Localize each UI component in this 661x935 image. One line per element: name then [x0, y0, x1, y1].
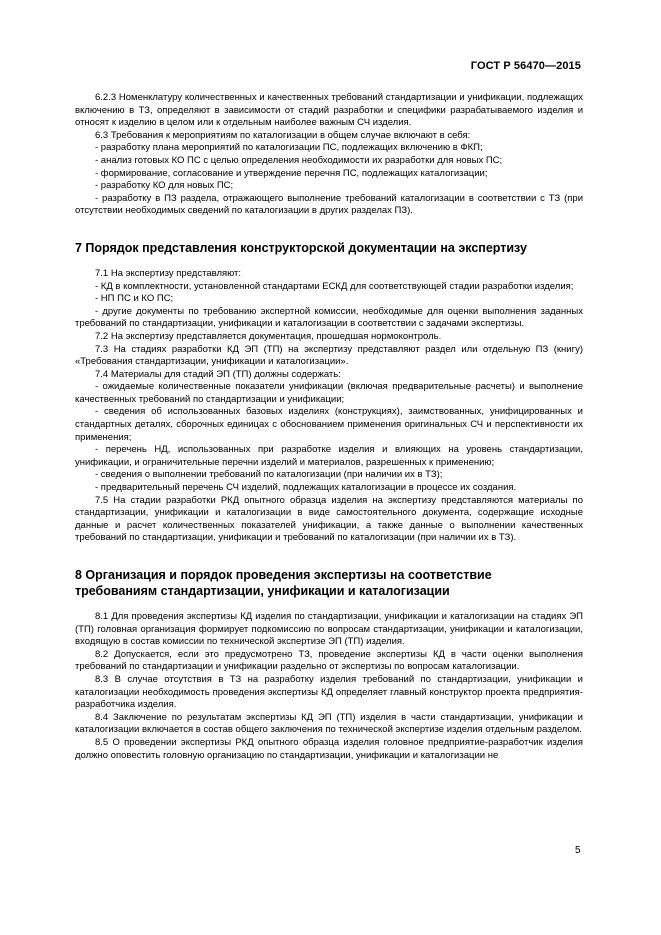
- list-item: - НП ПС и КО ПС;: [95, 293, 174, 305]
- top-paragraphs: [75, 92, 583, 218]
- list-item: - перечень НД, использованных при разработке изделия и влияющих на уровень стандартизации, унификации, и ограничительные перечни изделий и материалов, разрешенных к применению;: [75, 444, 583, 468]
- paragraph: 8.4 Заключение по результатам экспертизы КД ЭП (ТП) изделия в части стандартизации, унификации и каталогизации включается в состав общего заключения по технической экспертизе изделия отдельным разделом.: [75, 711, 583, 736]
- document-id-header: ГОСТ Р 56470—2015: [470, 60, 581, 72]
- paragraph: 8.3 В случае отсутствия в ТЗ на разработку изделия требований по стандартизации, унификации и каталогизации необходимость проведения экспертизы КД определяет главный конструктор проекта предприятия-разработчика изделия.: [75, 673, 583, 711]
- list-item: - ожидаемые количественные показатели унификации (включая предварительные расчеты) и выполнение качественных требований по стандартизации и унификации;: [75, 381, 583, 405]
- page-content: [75, 92, 583, 762]
- list-item: - КД в комплектности, установленной стандартами ЕСКД для соответствующей стадии разработки изделия;: [95, 280, 574, 292]
- section-7-heading: 7 Порядок представления конструкторской документации на экспертизу: [75, 240, 527, 255]
- list-item: - разработку плана мероприятий по каталогизации ПС, подлежащих включению в ФКП;: [95, 142, 483, 154]
- paragraph: 6.2.3 Номенклатуру количественных и качественных требований стандартизации и унификации, подлежащих включению в ТЗ, определяют в зависимости от стадий разработки и специфики разрабатываемого изделия и относят к изделию в целом или к отдельным наиболее важным СЧ изделия.: [75, 92, 583, 129]
- paragraph: 6.3 Требования к мероприятиям по каталогизации в общем случае включают в себя:: [95, 129, 471, 141]
- section-8-heading: [75, 567, 583, 599]
- page-number: 5: [575, 845, 581, 856]
- list-item: - сведения о выполнении требований по каталогизации (при наличии их в ТЗ);: [95, 469, 443, 481]
- paragraph: 7.4 Материалы для стадий ЭП (ТП) должны содержать:: [95, 368, 341, 380]
- section-8-body: [75, 611, 583, 762]
- list-item: - разработку в ПЗ раздела, отражающего выполнение требований каталогизации в соответствии с ТЗ (при отсутствии необходимых сведений по каталогизации в других разделах ПЗ).: [75, 192, 583, 217]
- section-8-heading-line-1: 8 Организация и порядок проведения экспертизы на соответствие: [75, 568, 492, 582]
- paragraph: 8.2 Допускается, если это предусмотрено ТЗ, проведение экспертизы КД в части оценки выполнения требований по стандартизации и унификации раздельно от экспертизы по вопросам каталогизации.: [75, 648, 583, 673]
- list-item: - другие документы по требованию экспертной комиссии, необходимые для оценки выполнения заданных требований по стандартизации, унификации и каталогизации в соответствии с задачами экспертизы.: [75, 305, 583, 330]
- list-item: - сведения об использованных базовых изделиях (конструкциях), заимствованных, унифицированных и стандартных деталях, сборочных единицах с обоснованием применения оригинальных СЧ и перспективности их применения;: [75, 406, 583, 443]
- list-item: - предварительный перечень СЧ изделий, подлежащих каталогизации в процессе их создания.: [95, 482, 517, 494]
- section-7-body: [75, 268, 583, 545]
- list-item: - анализ готовых КО ПС с целью определения необходимости их разработки для новых ПС;: [95, 154, 503, 166]
- section-8-heading-line-2: требованиям стандартизации, унификации и каталогизации: [75, 584, 450, 598]
- paragraph: 7.5 На стадии разработки РКД опытного образца изделия на экспертизу представляются материалы по стандартизации, унификации и каталогизации в виде самостоятельного документа, содержащие исходные данные и расчет количественных показателей унификации, а также данные о выполнении качественных требований по стандартизации, унификации и требований по каталогизации (при наличии их в ТЗ).: [75, 494, 583, 544]
- paragraph: 7.3 На стадиях разработки КД ЭП (ТП) на экспертизу представляют раздел или отдельную ПЗ (книгу) «Требования стандартизации, унификации и каталогизации».: [75, 343, 583, 368]
- list-item: - формирование, согласование и утверждение перечня ПС, подлежащих каталогизации;: [95, 167, 488, 179]
- paragraph: 7.1 На экспертизу представляют:: [95, 267, 242, 279]
- paragraph: 7.2 На экспертизу представляется документация, прошедшая нормоконтроль.: [95, 330, 442, 342]
- paragraph: 8.5 О проведении экспертизы РКД опытного образца изделия головное предприятие-разработчик изделия должно оповестить головную организацию по стандартизации, унификации и каталогизации не: [75, 736, 583, 761]
- paragraph: 8.1 Для проведения экспертизы КД изделия по стандартизации, унификации и каталогизации на стадиях ЭП (ТП) головная организация формирует подкомиссию по вопросам стандартизации, унификации и каталогизации, входящую в состав комиссии по технической экспертизе ЭП (ТП) изделия.: [75, 611, 583, 648]
- list-item: - разработку КО для новых ПС;: [95, 180, 234, 192]
